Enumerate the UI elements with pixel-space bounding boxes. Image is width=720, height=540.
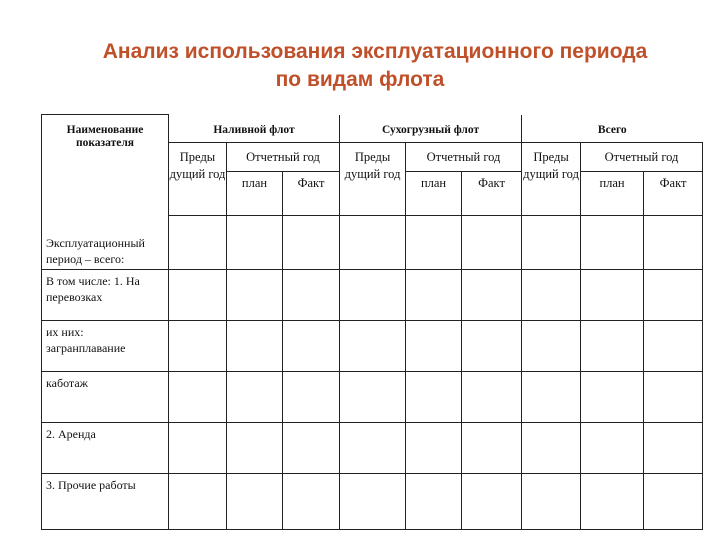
- row-label: В том числе: 1. На перевозках: [42, 269, 169, 320]
- data-cell: [462, 473, 522, 529]
- data-cell: [644, 473, 703, 529]
- data-cell: [169, 473, 227, 529]
- data-cell: [169, 422, 227, 473]
- data-cell: [462, 215, 522, 269]
- data-cell: [340, 269, 406, 320]
- data-cell: [644, 269, 703, 320]
- header-group-total: Всего: [522, 115, 703, 143]
- data-cell: [283, 371, 340, 422]
- table-row: [42, 215, 703, 269]
- header-fact-dry: Факт: [462, 172, 522, 215]
- data-cell: [581, 371, 644, 422]
- data-cell: [406, 422, 462, 473]
- row-label: 2. Аренда: [42, 422, 169, 473]
- data-cell: [227, 473, 283, 529]
- header-group-dry: Сухогрузный флот: [340, 115, 522, 143]
- data-cell: [522, 371, 581, 422]
- data-cell: [644, 422, 703, 473]
- data-cell: [406, 473, 462, 529]
- data-cell: [169, 269, 227, 320]
- header-plan-total: план: [581, 172, 644, 215]
- data-cell: [227, 320, 283, 371]
- title-line-1: Анализ использования эксплуатационного периода: [102, 40, 648, 63]
- header-report-year-dry: Отчетный год: [406, 142, 522, 172]
- title-line-2: по видам флота: [275, 68, 445, 91]
- header-report-year-liquid: Отчетный год: [227, 142, 340, 172]
- data-cell: [169, 371, 227, 422]
- data-cell: [283, 473, 340, 529]
- row-label: 3. Прочие работы: [42, 473, 169, 529]
- data-cell: [283, 320, 340, 371]
- header-indicator: Наименование показателя: [42, 115, 169, 216]
- header-prev-year-dry: Преды дущий год: [340, 142, 406, 215]
- table-row: [42, 371, 703, 422]
- row-label: каботаж: [42, 371, 169, 422]
- row-label: Эксплуатационный период – всего:: [42, 215, 169, 269]
- data-cell: [581, 473, 644, 529]
- data-cell: [522, 269, 581, 320]
- data-cell: [340, 215, 406, 269]
- header-fact-total: Факт: [644, 172, 703, 215]
- data-cell: [522, 473, 581, 529]
- header-plan-dry: план: [406, 172, 462, 215]
- data-cell: [462, 422, 522, 473]
- header-fact-liquid: Факт: [283, 172, 340, 215]
- data-cell: [340, 371, 406, 422]
- data-cell: [644, 215, 703, 269]
- data-cell: [462, 371, 522, 422]
- data-cell: [406, 320, 462, 371]
- header-row-groups: [42, 115, 703, 143]
- data-cell: [462, 269, 522, 320]
- header-report-year-total: Отчетный год: [581, 142, 703, 172]
- header-group-liquid: Наливной флот: [169, 115, 340, 143]
- data-cell: [227, 269, 283, 320]
- header-prev-year-liquid: Преды дущий год: [169, 142, 227, 215]
- data-cell: [581, 320, 644, 371]
- header-prev-year-total: Преды дущий год: [522, 142, 581, 215]
- data-cell: [283, 215, 340, 269]
- data-cell: [644, 320, 703, 371]
- fleet-analysis-table: [41, 114, 703, 530]
- data-cell: [227, 215, 283, 269]
- page-title: [0, 38, 720, 94]
- data-cell: [227, 371, 283, 422]
- header-plan-liquid: план: [227, 172, 283, 215]
- data-cell: [406, 269, 462, 320]
- data-cell: [406, 215, 462, 269]
- row-label: их них: загранплавание: [42, 320, 169, 371]
- table-row: [42, 269, 703, 320]
- data-cell: [581, 422, 644, 473]
- data-cell: [340, 320, 406, 371]
- data-cell: [227, 422, 283, 473]
- data-cell: [283, 269, 340, 320]
- data-cell: [462, 320, 522, 371]
- data-cell: [644, 371, 703, 422]
- table-row: [42, 473, 703, 529]
- data-cell: [581, 215, 644, 269]
- data-cell: [522, 215, 581, 269]
- data-cell: [340, 422, 406, 473]
- data-cell: [340, 473, 406, 529]
- data-cell: [169, 215, 227, 269]
- data-cell: [581, 269, 644, 320]
- data-cell: [283, 422, 340, 473]
- data-cell: [169, 320, 227, 371]
- table-row: [42, 320, 703, 371]
- table-row: [42, 422, 703, 473]
- data-cell: [406, 371, 462, 422]
- data-cell: [522, 320, 581, 371]
- data-cell: [522, 422, 581, 473]
